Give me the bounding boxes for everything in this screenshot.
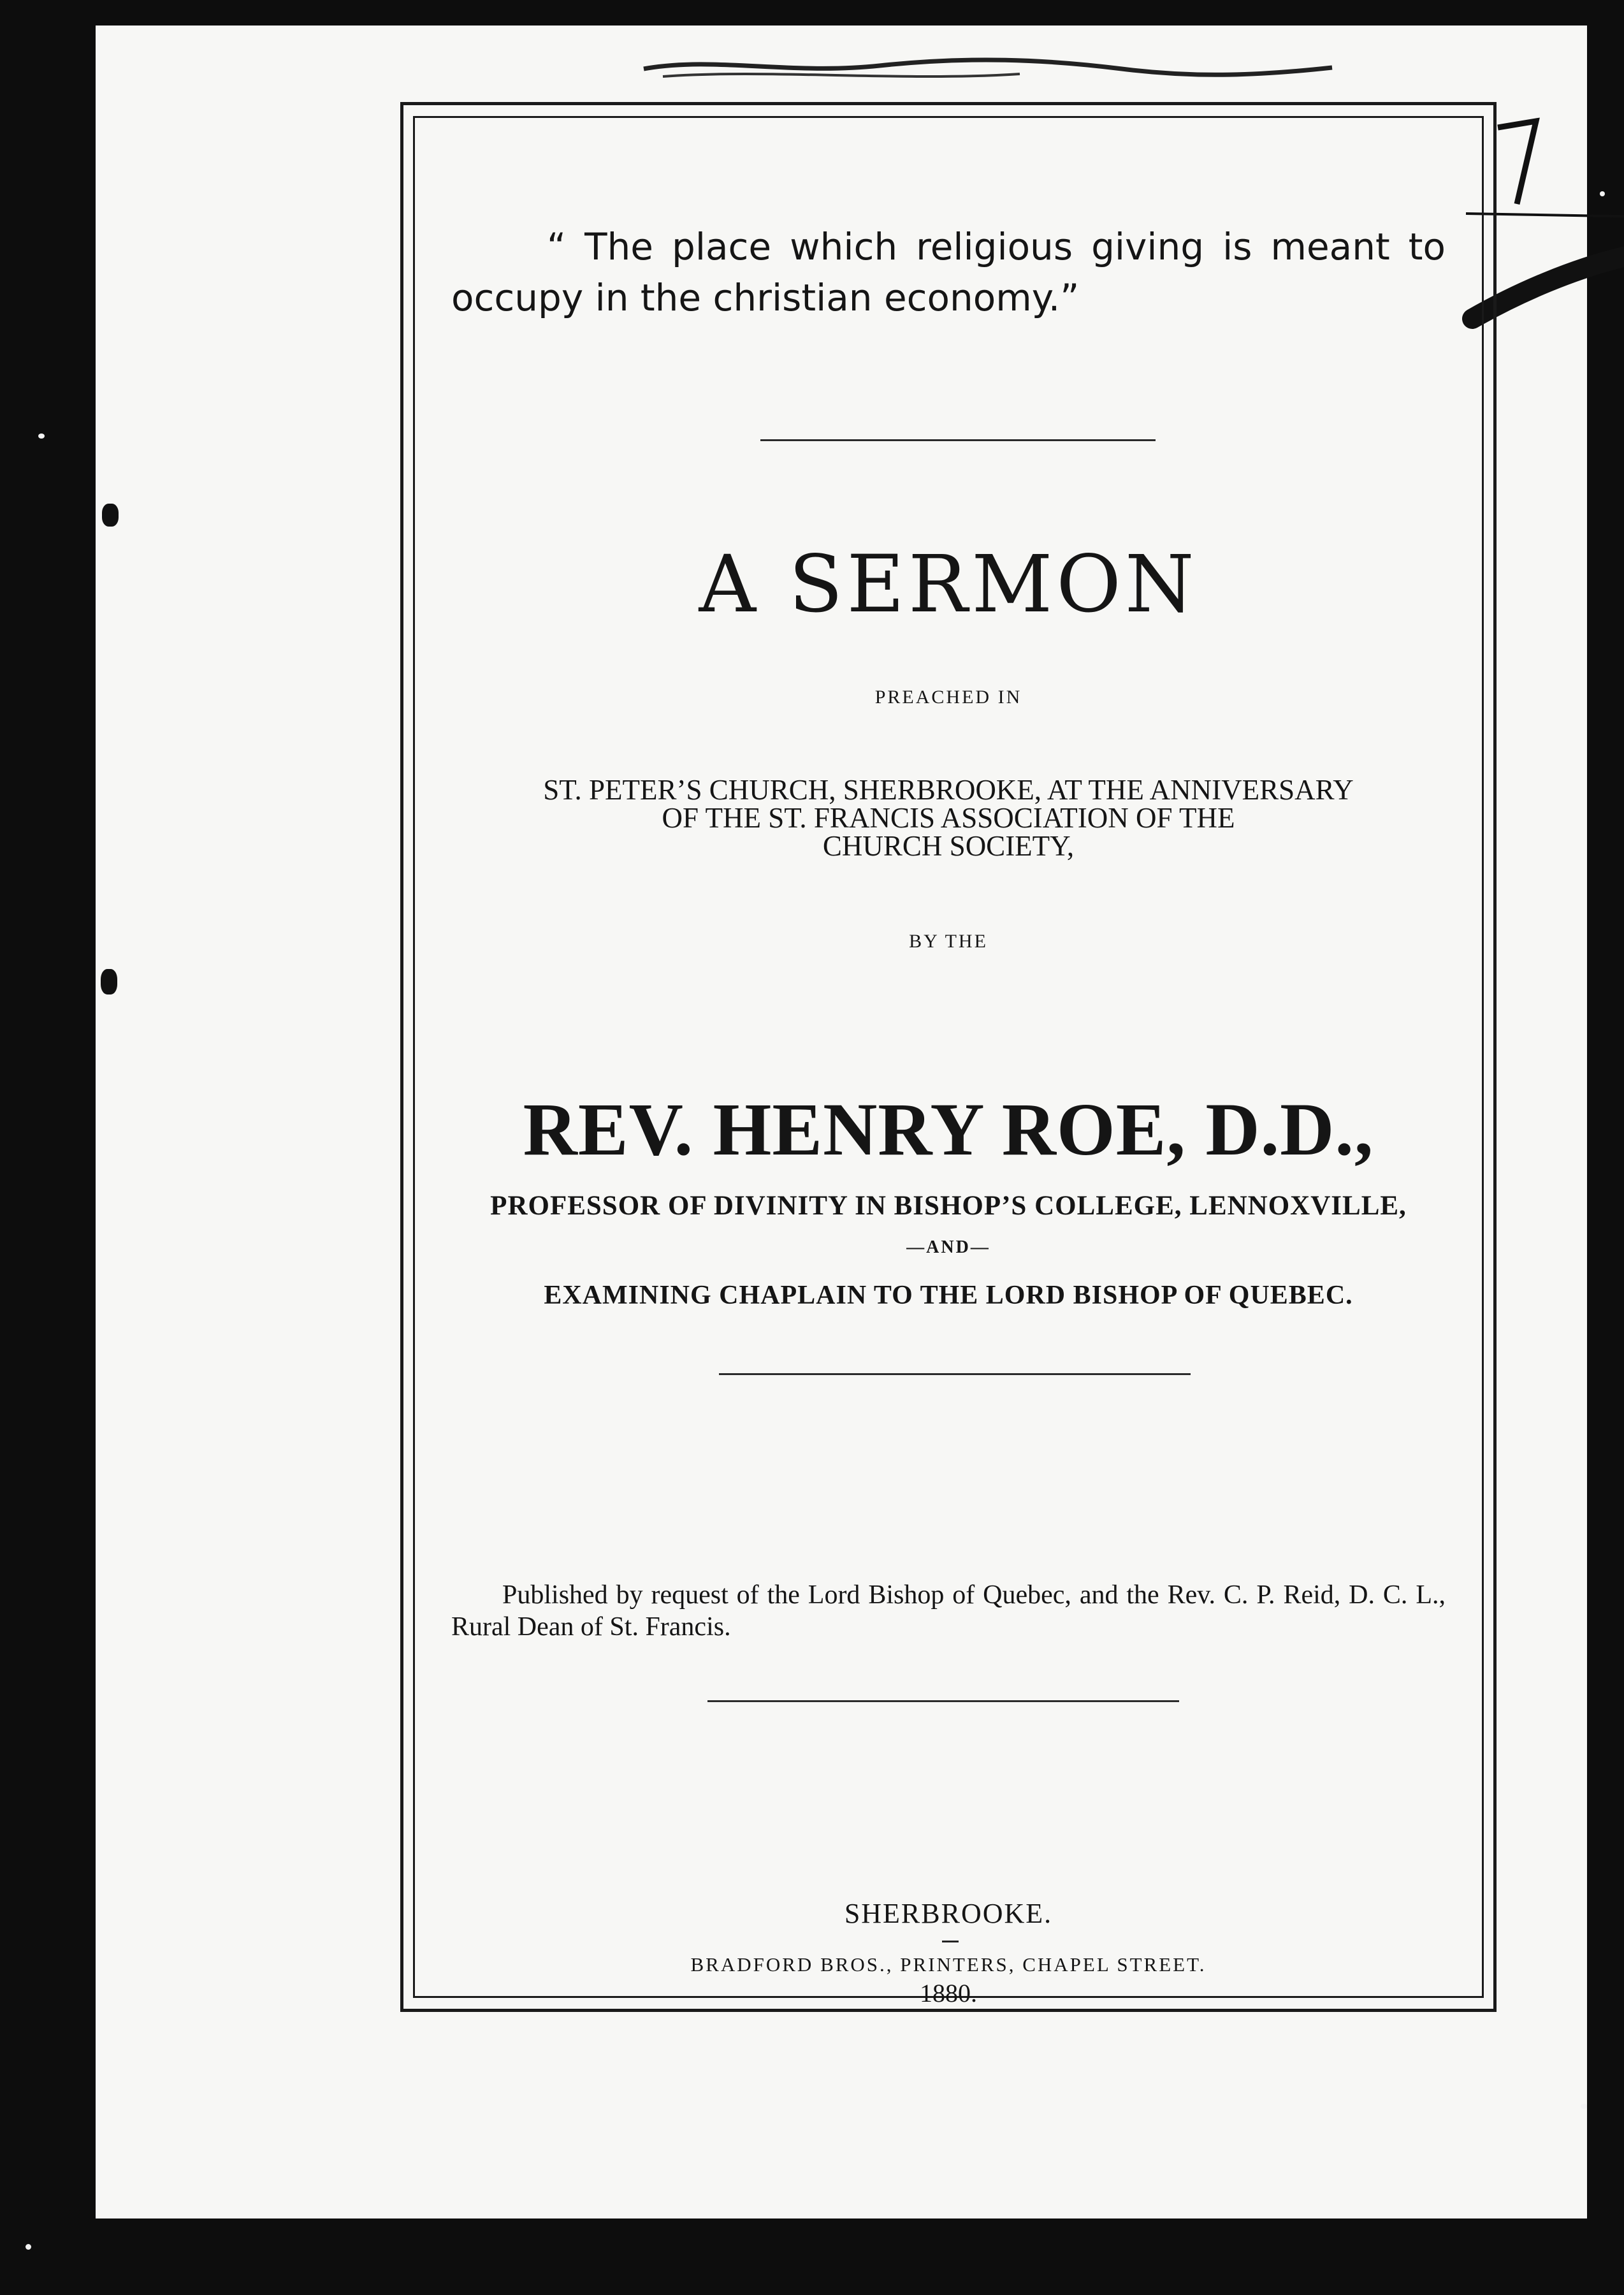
scan-edge-mark (101, 969, 117, 994)
epigraph: “ The place which religious giving is meant to occupy in the christian economy.” (451, 225, 1446, 319)
title-page-content (413, 116, 1484, 2007)
scan-edge-mark (102, 504, 119, 527)
publication-year: 1880. (920, 1979, 977, 2007)
scan-speck (1600, 191, 1605, 196)
short-dash (942, 1941, 959, 1942)
church-description (451, 776, 1446, 860)
sermon-title: A SERMON (699, 539, 1198, 630)
scanned-page (96, 26, 1587, 2218)
preached-in-label: PREACHED IN (874, 687, 1022, 708)
church-line-3: CHURCH SOCIETY, (822, 830, 1075, 862)
author-position-1: PROFESSOR OF DIVINITY IN BISHOP’S COLLEGE, LENNOXVILLE, (490, 1191, 1407, 1221)
divider-rule-1 (760, 439, 1156, 441)
publication-note: Published by request of the Lord Bishop of Quebec, and the Rev. C. P. Reid, D. C. L., Rural Dean of St. Francis. (451, 1580, 1446, 1642)
author-name: REV. HENRY ROE, D.D., (523, 1088, 1374, 1171)
church-line-1: ST. PETER’S CHURCH, SHERBROOKE, AT THE ANNIVERSARY (543, 774, 1354, 806)
scan-speck (38, 433, 45, 439)
scan-speck (25, 2244, 31, 2250)
publication-place: SHERBROOKE. (844, 1898, 1053, 1929)
scan-speck (1581, 2104, 1587, 2109)
and-separator: —AND— (906, 1237, 990, 1257)
author-position-2: EXAMINING CHAPLAIN TO THE LORD BISHOP OF QUEBEC. (544, 1281, 1353, 1310)
by-the-label: BY THE (909, 931, 988, 952)
printer-line: BRADFORD BROS., PRINTERS, CHAPEL STREET. (690, 1953, 1207, 1976)
church-line-2: OF THE ST. FRANCIS ASSOCIATION OF THE (662, 802, 1235, 834)
divider-rule-2 (719, 1373, 1191, 1375)
divider-rule-3 (707, 1700, 1179, 1702)
handwritten-annotation-top (637, 50, 1338, 88)
